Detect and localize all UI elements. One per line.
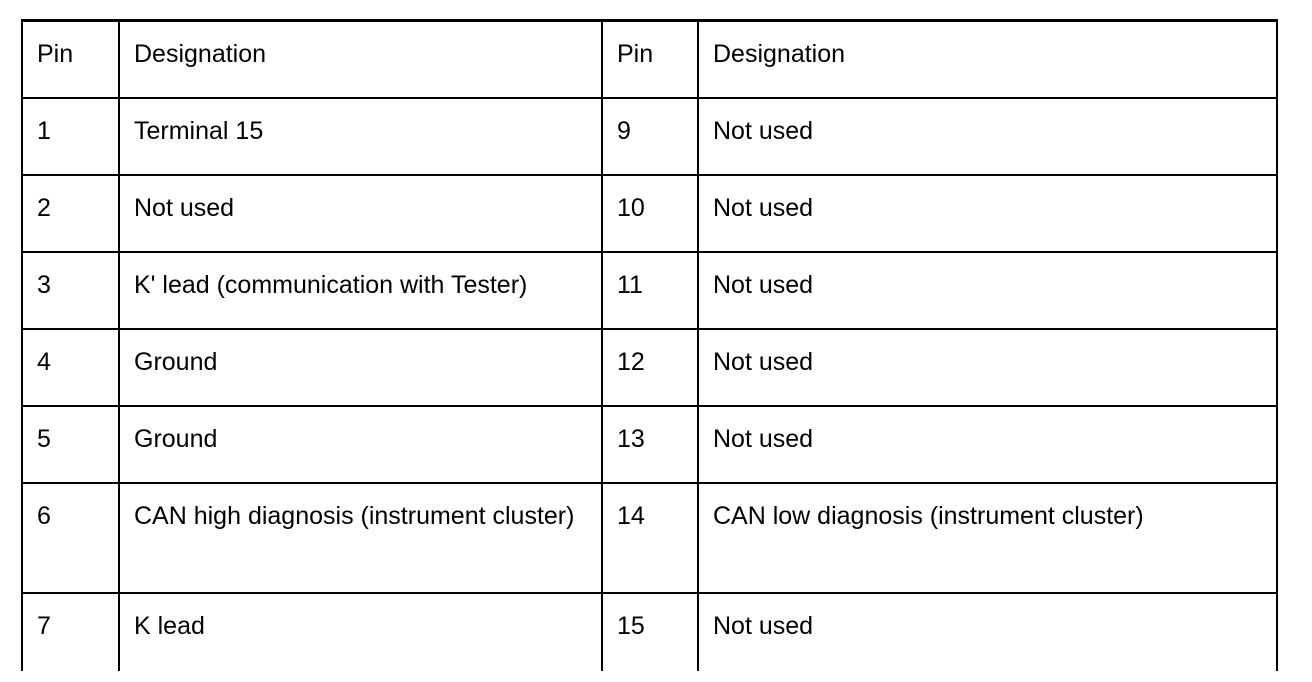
pin-number-cell: 5 — [22, 406, 119, 483]
designation-cell: Terminal 15 — [119, 98, 602, 175]
pin-number-cell: 9 — [602, 98, 698, 175]
pin-number-cell: 2 — [22, 175, 119, 252]
designation-cell: Not used — [698, 98, 1277, 175]
pin-number-cell: 12 — [602, 329, 698, 406]
table-row — [22, 252, 1277, 329]
designation-cell: K lead — [119, 593, 602, 671]
pin-number-cell: 13 — [602, 406, 698, 483]
designation-cell: Ground — [119, 406, 602, 483]
pin-number-cell: 14 — [602, 483, 698, 593]
designation-cell: Not used — [698, 329, 1277, 406]
designation-cell: CAN low diagnosis (instrument cluster) — [698, 483, 1277, 593]
pin-number-cell: 10 — [602, 175, 698, 252]
designation-cell: CAN high diagnosis (instrument cluster) — [119, 483, 602, 593]
designation-cell: Not used — [698, 593, 1277, 671]
table-row — [22, 175, 1277, 252]
designation-cell: Not used — [698, 175, 1277, 252]
pin-number-cell: 3 — [22, 252, 119, 329]
pin-number-cell: 7 — [22, 593, 119, 671]
designation-cell: Not used — [698, 252, 1277, 329]
designation-cell: Ground — [119, 329, 602, 406]
table-row — [22, 329, 1277, 406]
header-designation-right: Designation — [698, 21, 1277, 98]
designation-cell: K' lead (communication with Tester) — [119, 252, 602, 329]
pin-number-cell: 6 — [22, 483, 119, 593]
header-pin-right: Pin — [602, 21, 698, 98]
designation-cell: Not used — [119, 175, 602, 252]
pin-number-cell: 15 — [602, 593, 698, 671]
table-row — [22, 593, 1277, 671]
designation-cell: Not used — [698, 406, 1277, 483]
pin-number-cell: 4 — [22, 329, 119, 406]
pin-number-cell: 1 — [22, 98, 119, 175]
header-designation-left: Designation — [119, 21, 602, 98]
pin-number-cell: 11 — [602, 252, 698, 329]
header-pin-left: Pin — [22, 21, 119, 98]
table-row — [22, 406, 1277, 483]
table-row — [22, 483, 1277, 593]
table-row — [22, 98, 1277, 175]
table-header-row — [22, 21, 1277, 98]
pin-assignment-table — [21, 19, 1278, 671]
